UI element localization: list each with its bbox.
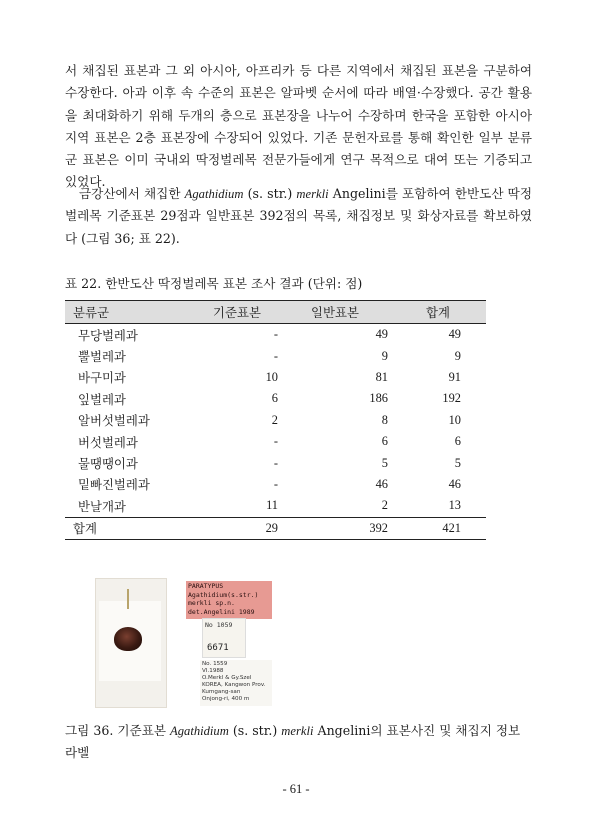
species-name: merkli bbox=[296, 187, 329, 201]
cell-total: 5 bbox=[454, 455, 461, 470]
body-paragraph-1: 서 채집된 표본과 그 외 아시아, 아프리카 등 다른 지역에서 채집된 표본을 구분하여 수장한다. 아과 이후 속 수준의 표본은 알파벳 순서에 따라 배열·수장했다. 공간 활용을 최대화하기 위해 두개의 층으로 표본장을 나누어 수장하며 한국을 포함한 아시아 지역 표본은 2층 표본장에 수장되어 있었다. 기존 문헌자료를 통해 확인한 일부 분류군 표본은 이미 국내외 딱정벌레목 전문가들에게 연구 목적으로 대여 또는 기증되고 있었다. bbox=[65, 63, 532, 190]
cell-taxon: 뿔벌레과 bbox=[78, 349, 126, 365]
specimen-labels bbox=[178, 578, 274, 706]
body-paragraph-2: 금강산에서 채집한 Agathidium (s. str.) merkli Angelini를 포함하여 한반도산 딱정벌레목 기준표본 29점과 일반표본 392점의 목록, 채집정보 및 화상자료를 확보하였다 (그림 36; 표 22). bbox=[65, 186, 533, 246]
cell-general: 81 bbox=[375, 369, 388, 384]
table-row bbox=[65, 345, 486, 366]
cell-general: 46 bbox=[375, 476, 388, 491]
page-number: - 61 - bbox=[282, 782, 310, 796]
cell-total: 46 bbox=[448, 476, 461, 491]
cell-type: 6 bbox=[271, 391, 278, 406]
header-type-specimens: 기준표본 bbox=[194, 301, 280, 324]
header-total: 합계 bbox=[390, 301, 486, 324]
cell-type: - bbox=[273, 327, 278, 342]
cell-general: 186 bbox=[369, 391, 388, 406]
cell-total: 91 bbox=[448, 369, 461, 384]
cell-taxon: 물땡땡이과 bbox=[78, 456, 138, 472]
genus-name: Agathidium bbox=[184, 187, 244, 201]
cell-general: 5 bbox=[381, 455, 388, 470]
cell-taxon: 알버섯벌레과 bbox=[78, 413, 150, 429]
cell-total: 9 bbox=[454, 348, 461, 363]
cell-taxon: 무당벌레과 bbox=[78, 327, 138, 343]
cell-type: - bbox=[273, 434, 278, 449]
figure-caption: 그림 36. 기준표본 Agathidium (s. str.) merkli Angelini의 표본사진 및 채집지 정보 라벨 bbox=[65, 723, 521, 760]
cell-type: 2 bbox=[271, 412, 278, 427]
cell-general: 2 bbox=[381, 498, 388, 513]
cell-taxon: 잎벌레과 bbox=[78, 391, 126, 407]
table-caption: 표 22. 한반도산 딱정벌레목 표본 조사 결과 (단위: 점) bbox=[65, 276, 363, 291]
specimen-table bbox=[65, 300, 486, 540]
cell-general: 6 bbox=[381, 434, 388, 449]
table-row bbox=[65, 324, 486, 346]
cell-total: 13 bbox=[448, 498, 461, 513]
beetle-specimen bbox=[114, 627, 142, 651]
cell-general: 8 bbox=[381, 412, 388, 427]
table-header-row bbox=[65, 301, 486, 324]
cell-total: 6 bbox=[454, 434, 461, 449]
table-row bbox=[65, 410, 486, 431]
total-general: 392 bbox=[280, 517, 390, 539]
cell-general: 9 bbox=[381, 348, 388, 363]
cell-general: 49 bbox=[375, 327, 388, 342]
cell-type: - bbox=[273, 476, 278, 491]
cell-total: 49 bbox=[448, 327, 461, 342]
specimen-photo bbox=[95, 578, 167, 708]
cell-taxon: 버섯벌레과 bbox=[78, 434, 138, 450]
table-row bbox=[65, 431, 486, 452]
cell-type: - bbox=[273, 455, 278, 470]
table-row bbox=[65, 388, 486, 409]
table-row bbox=[65, 474, 486, 495]
insect-pin bbox=[127, 589, 129, 609]
cell-total: 10 bbox=[448, 412, 461, 427]
cell-type: 11 bbox=[266, 498, 278, 513]
total-label: 합계 bbox=[65, 517, 194, 539]
cell-type: - bbox=[273, 348, 278, 363]
cell-type: 10 bbox=[265, 369, 278, 384]
total-type: 29 bbox=[194, 517, 280, 539]
table-row bbox=[65, 452, 486, 473]
total-sum: 421 bbox=[390, 517, 486, 539]
cell-taxon: 밑빠진벌레과 bbox=[78, 477, 150, 493]
cell-total: 192 bbox=[442, 391, 461, 406]
museum-label: No 1059 6671 bbox=[202, 618, 246, 658]
header-taxon: 분류군 bbox=[65, 301, 194, 324]
header-general-specimens: 일반표본 bbox=[280, 301, 390, 324]
paratype-label: PARATYPUS Agathidium(s.str.) merkli sp.n. det.Angelini 1989 bbox=[186, 581, 272, 619]
table-total-row bbox=[65, 517, 486, 539]
table-row bbox=[65, 367, 486, 388]
table-row bbox=[65, 495, 486, 517]
cell-taxon: 반날개과 bbox=[78, 498, 126, 514]
cell-taxon: 바구미과 bbox=[78, 370, 126, 386]
locality-label: No. 1559 VI.1988 O.Merkl & Gy.Szel KOREA, Kangwon Prov. Kumgang-san Onjong-ri, 400 m bbox=[200, 660, 272, 706]
